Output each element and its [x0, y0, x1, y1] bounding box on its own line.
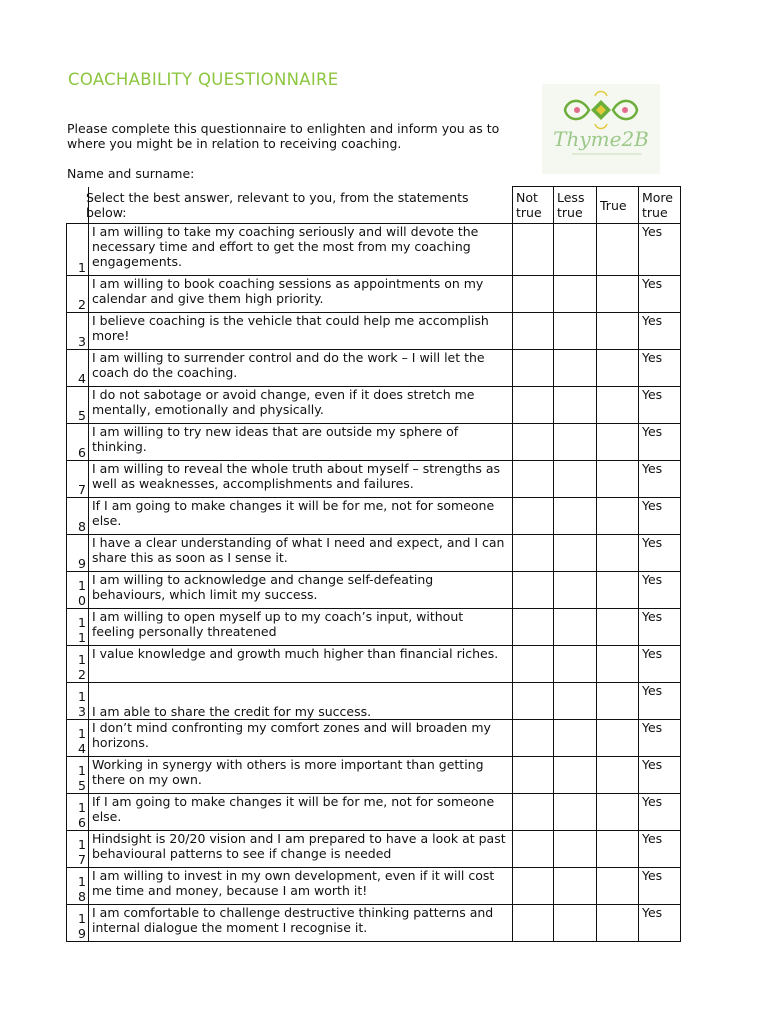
answer-cell-true[interactable]	[597, 350, 639, 387]
answer-cell-more-true[interactable]: Yes	[639, 683, 681, 720]
answer-cell-more-true[interactable]: Yes	[639, 757, 681, 794]
question-statement: If I am going to make changes it will be for me, not for someone else.	[89, 794, 513, 831]
questionnaire-table	[66, 186, 681, 942]
answer-cell-less-true[interactable]	[554, 535, 597, 572]
answer-cell-more-true[interactable]: Yes	[639, 831, 681, 868]
question-statement: I am willing to open myself up to my coach’s input, without feeling personally threatened	[89, 609, 513, 646]
answer-cell-more-true[interactable]: Yes	[639, 609, 681, 646]
table-row	[67, 683, 681, 720]
answer-cell-less-true[interactable]	[554, 720, 597, 757]
question-statement: I am willing to try new ideas that are outside my sphere of thinking.	[89, 424, 513, 461]
answer-cell-not-true[interactable]	[513, 720, 554, 757]
question-number: 7	[67, 461, 89, 498]
answer-cell-true[interactable]	[597, 831, 639, 868]
answer-cell-more-true[interactable]: Yes	[639, 224, 681, 276]
answer-cell-true[interactable]	[597, 720, 639, 757]
question-number: 17	[67, 831, 89, 868]
answer-cell-not-true[interactable]	[513, 350, 554, 387]
table-row	[67, 224, 681, 276]
answer-cell-less-true[interactable]	[554, 276, 597, 313]
question-statement: I believe coaching is the vehicle that could help me accomplish more!	[89, 313, 513, 350]
answer-cell-true[interactable]	[597, 905, 639, 942]
question-statement: I am willing to take my coaching seriously and will devote the necessary time and effort to get the most from my coaching engagements.	[89, 224, 513, 276]
table-row	[67, 646, 681, 683]
question-statement: I am able to share the credit for my success.	[89, 683, 513, 720]
answer-cell-more-true[interactable]: Yes	[639, 387, 681, 424]
answer-cell-less-true[interactable]	[554, 313, 597, 350]
column-header-more-true: More true	[639, 187, 681, 224]
answer-cell-less-true[interactable]	[554, 424, 597, 461]
question-number: 4	[67, 350, 89, 387]
svg-text:Thyme2B: Thyme2B	[553, 127, 649, 151]
answer-cell-more-true[interactable]: Yes	[639, 461, 681, 498]
answer-cell-more-true[interactable]: Yes	[639, 905, 681, 942]
table-row	[67, 350, 681, 387]
answer-cell-not-true[interactable]	[513, 572, 554, 609]
table-row	[67, 535, 681, 572]
table-row	[67, 794, 681, 831]
question-number: 10	[67, 572, 89, 609]
answer-cell-not-true[interactable]	[513, 535, 554, 572]
answer-cell-less-true[interactable]	[554, 905, 597, 942]
answer-cell-less-true[interactable]	[554, 461, 597, 498]
question-statement: I do not sabotage or avoid change, even if it does stretch me mentally, emotionally and physically.	[89, 387, 513, 424]
answer-cell-not-true[interactable]	[513, 646, 554, 683]
answer-cell-not-true[interactable]	[513, 498, 554, 535]
answer-cell-true[interactable]	[597, 424, 639, 461]
answer-cell-not-true[interactable]	[513, 224, 554, 276]
answer-cell-not-true[interactable]	[513, 868, 554, 905]
table-header-row	[67, 187, 681, 224]
table-row	[67, 387, 681, 424]
answer-cell-more-true[interactable]: Yes	[639, 794, 681, 831]
question-statement: I am willing to surrender control and do the work – I will let the coach do the coaching.	[89, 350, 513, 387]
question-number: 1	[67, 224, 89, 276]
answer-cell-true[interactable]	[597, 794, 639, 831]
answer-cell-true[interactable]	[597, 646, 639, 683]
answer-cell-less-true[interactable]	[554, 757, 597, 794]
question-number: 15	[67, 757, 89, 794]
answer-cell-true[interactable]	[597, 683, 639, 720]
answer-cell-true[interactable]	[597, 498, 639, 535]
column-header-not-true: Not true	[513, 187, 554, 224]
answer-cell-more-true[interactable]: Yes	[639, 720, 681, 757]
question-number: 9	[67, 535, 89, 572]
answer-cell-true[interactable]	[597, 609, 639, 646]
question-statement: I am willing to book coaching sessions as appointments on my calendar and give them high priority.	[89, 276, 513, 313]
table-row	[67, 905, 681, 942]
question-number: 6	[67, 424, 89, 461]
question-number: 14	[67, 720, 89, 757]
answer-cell-not-true[interactable]	[513, 387, 554, 424]
answer-cell-more-true[interactable]: Yes	[639, 572, 681, 609]
answer-cell-less-true[interactable]	[554, 794, 597, 831]
table-row	[67, 831, 681, 868]
table-row	[67, 609, 681, 646]
column-header-true: True	[597, 187, 639, 224]
question-number: 19	[67, 905, 89, 942]
question-number: 13	[67, 683, 89, 720]
question-statement: I am willing to invest in my own development, even if it will cost me time and money, because I am worth it!	[89, 868, 513, 905]
question-number: 16	[67, 794, 89, 831]
answer-cell-more-true[interactable]: Yes	[639, 868, 681, 905]
answer-cell-more-true[interactable]: Yes	[639, 424, 681, 461]
answer-cell-less-true[interactable]	[554, 224, 597, 276]
question-number: 3	[67, 313, 89, 350]
answer-cell-less-true[interactable]	[554, 387, 597, 424]
answer-cell-not-true[interactable]	[513, 757, 554, 794]
question-number: 8	[67, 498, 89, 535]
table-row	[67, 757, 681, 794]
answer-cell-less-true[interactable]	[554, 609, 597, 646]
table-row	[67, 424, 681, 461]
answer-cell-true[interactable]	[597, 313, 639, 350]
table-row	[67, 498, 681, 535]
question-statement: I have a clear understanding of what I need and expect, and I can share this as soon as I sense it.	[89, 535, 513, 572]
column-header-less-true: Less true	[554, 187, 597, 224]
answer-cell-more-true[interactable]: Yes	[639, 498, 681, 535]
answer-cell-more-true[interactable]: Yes	[639, 535, 681, 572]
answer-cell-more-true[interactable]: Yes	[639, 646, 681, 683]
answer-cell-more-true[interactable]: Yes	[639, 313, 681, 350]
question-statement: I value knowledge and growth much higher than financial riches.	[89, 646, 513, 683]
table-row	[67, 313, 681, 350]
question-statement: I don’t mind confronting my comfort zones and will broaden my horizons.	[89, 720, 513, 757]
question-number: 2	[67, 276, 89, 313]
answer-cell-not-true[interactable]	[513, 609, 554, 646]
answer-cell-true[interactable]	[597, 868, 639, 905]
page-title: COACHABILITY QUESTIONNAIRE	[68, 70, 339, 89]
question-statement: If I am going to make changes it will be for me, not for someone else.	[89, 498, 513, 535]
answer-cell-true[interactable]	[597, 461, 639, 498]
answer-cell-true[interactable]	[597, 757, 639, 794]
answer-cell-not-true[interactable]	[513, 461, 554, 498]
intro-text: Please complete this questionnaire to enlighten and inform you as to where you might be in relation to receiving coaching.	[67, 121, 500, 151]
question-statement: I am willing to reveal the whole truth about myself – strengths as well as weaknesses, accomplishments and failures.	[89, 461, 513, 498]
answer-cell-not-true[interactable]	[513, 831, 554, 868]
question-number: 11	[67, 609, 89, 646]
question-number: 5	[67, 387, 89, 424]
answer-cell-less-true[interactable]	[554, 868, 597, 905]
answer-cell-not-true[interactable]	[513, 683, 554, 720]
brand-logo	[542, 84, 660, 174]
table-row	[67, 572, 681, 609]
answer-cell-less-true[interactable]	[554, 350, 597, 387]
table-row	[67, 461, 681, 498]
answer-cell-less-true[interactable]	[554, 831, 597, 868]
question-number: 18	[67, 868, 89, 905]
answer-cell-true[interactable]	[597, 535, 639, 572]
answer-cell-not-true[interactable]	[513, 905, 554, 942]
answer-cell-true[interactable]	[597, 387, 639, 424]
answer-cell-true[interactable]	[597, 276, 639, 313]
answer-cell-more-true[interactable]: Yes	[639, 276, 681, 313]
answer-cell-less-true[interactable]	[554, 572, 597, 609]
table-instruction: Select the best answer, relevant to you, from the statements below:	[89, 187, 513, 224]
answer-cell-more-true[interactable]: Yes	[639, 350, 681, 387]
answer-cell-not-true[interactable]	[513, 424, 554, 461]
table-row	[67, 868, 681, 905]
question-statement: I am comfortable to challenge destructive thinking patterns and internal dialogue the moment I recognise it.	[89, 905, 513, 942]
answer-cell-true[interactable]	[597, 224, 639, 276]
answer-cell-not-true[interactable]	[513, 794, 554, 831]
answer-cell-less-true[interactable]	[554, 498, 597, 535]
answer-cell-true[interactable]	[597, 572, 639, 609]
table-row	[67, 276, 681, 313]
answer-cell-less-true[interactable]	[554, 646, 597, 683]
name-label: Name and surname:	[67, 166, 195, 181]
table-row	[67, 720, 681, 757]
question-statement: Working in synergy with others is more important than getting there on my own.	[89, 757, 513, 794]
answer-cell-not-true[interactable]	[513, 313, 554, 350]
question-statement: I am willing to acknowledge and change self-defeating behaviours, which limit my success.	[89, 572, 513, 609]
question-number: 12	[67, 646, 89, 683]
answer-cell-less-true[interactable]	[554, 683, 597, 720]
answer-cell-not-true[interactable]	[513, 276, 554, 313]
question-statement: Hindsight is 20/20 vision and I am prepared to have a look at past behavioural patterns to see if change is needed	[89, 831, 513, 868]
